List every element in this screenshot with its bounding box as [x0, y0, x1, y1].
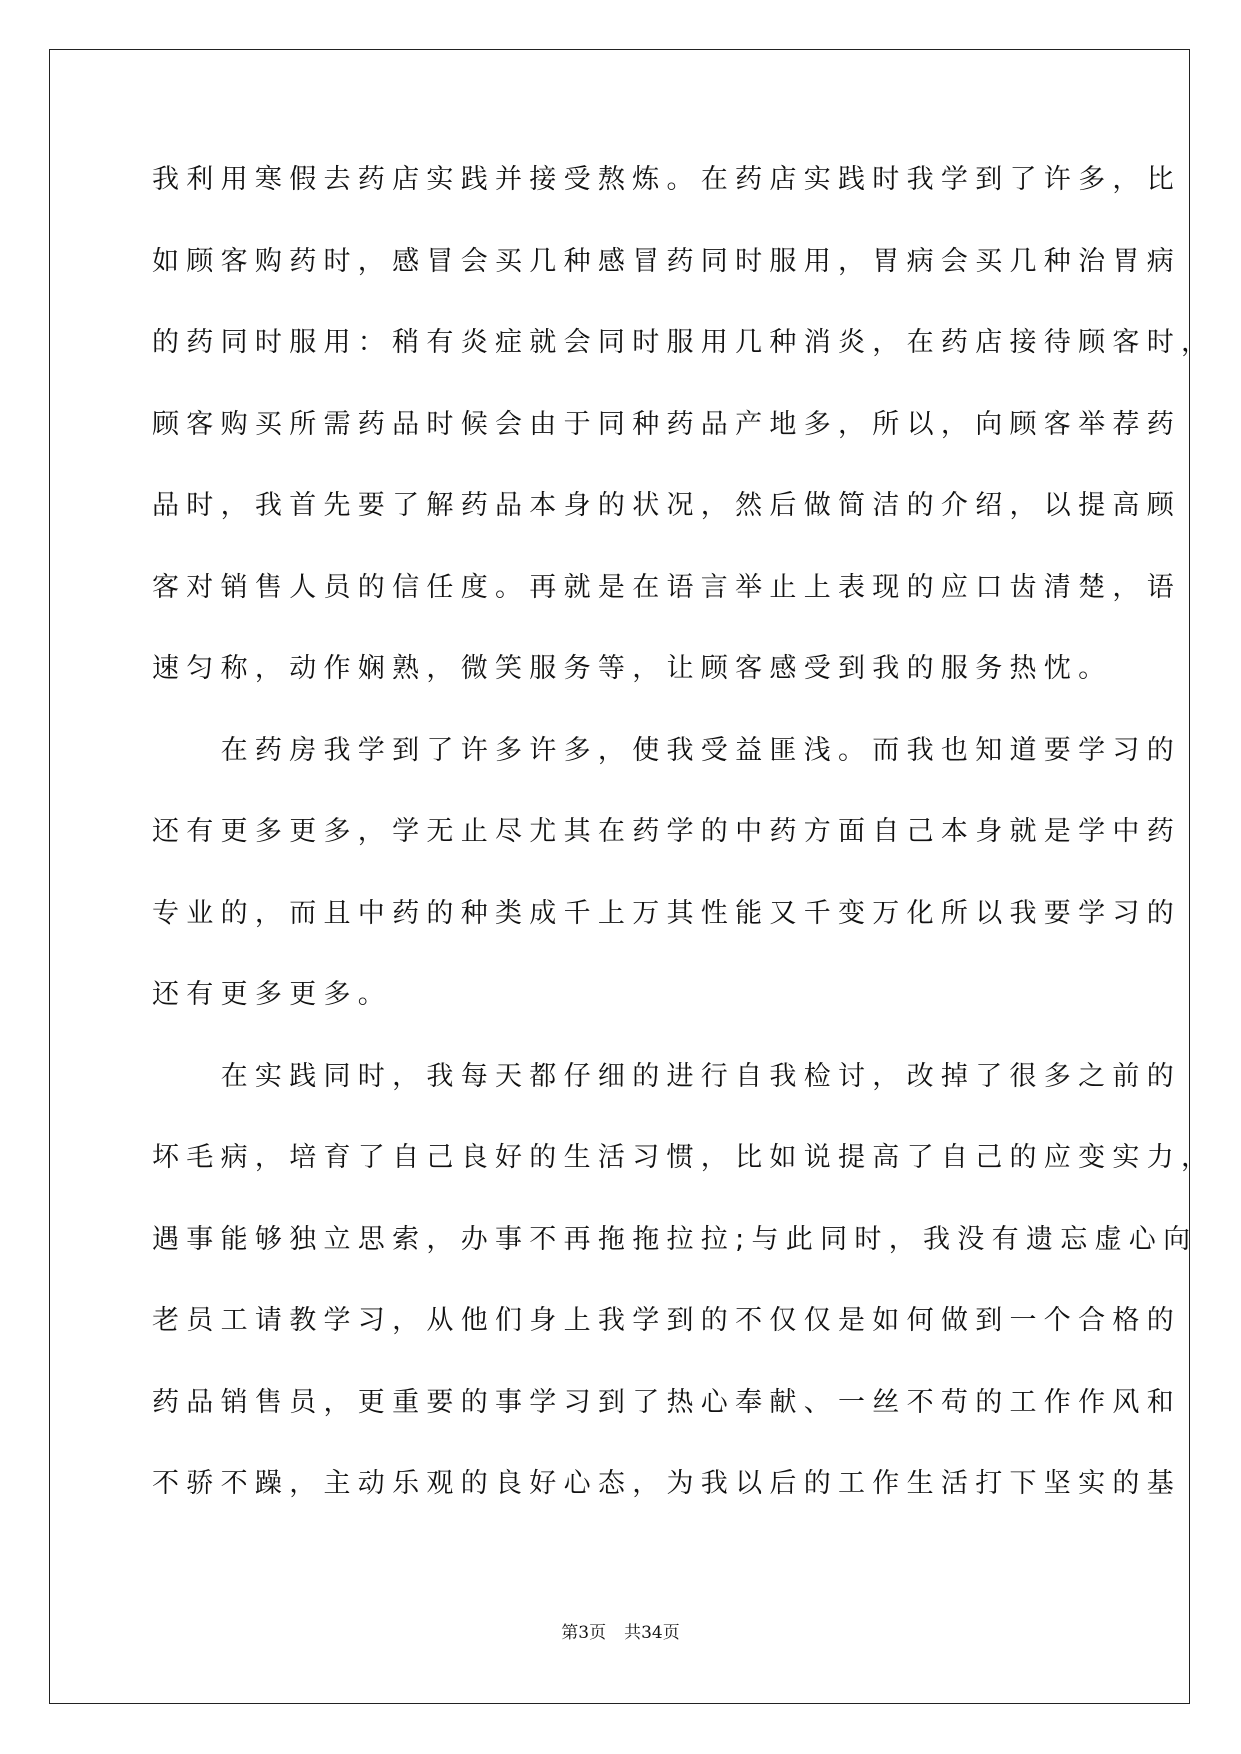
text-line: 专业的，而且中药的种类成千上万其性能又千变万化所以我要学习的 [152, 897, 1181, 929]
page-footer [0, 1618, 1241, 1643]
text-line: 遇事能够独立思索，办事不再拖拖拉拉;与此同时，我没有遗忘虚心向 [152, 1223, 1198, 1255]
text-line: 药品销售员，更重要的事学习到了热心奉献、一丝不苟的工作作风和 [152, 1386, 1181, 1418]
page-total: 共34页 [624, 1623, 680, 1643]
document-body [152, 160, 1216, 1546]
text-line: 我利用寒假去药店实践并接受熬炼。在药店实践时我学到了许多，比 [152, 164, 1181, 195]
text-line: 不骄不躁，主动乐观的良好心态，为我以后的工作生活打下坚实的基 [152, 1468, 1181, 1499]
text-line: 品时，我首先要了解药品本身的状况，然后做简洁的介绍，以提高顾 [152, 490, 1181, 521]
text-line: 还有更多更多，学无止尽尤其在药学的中药方面自己本身就是学中药 [152, 816, 1181, 847]
text-line: 如顾客购药时，感冒会买几种感冒药同时服用，胃病会买几种治胃病 [152, 245, 1181, 277]
text-line: 顾客购买所需药品时候会由于同种药品产地多，所以，向顾客举荐药 [152, 408, 1181, 440]
text-line: 老员工请教学习，从他们身上我学到的不仅仅是如何做到一个合格的 [152, 1305, 1181, 1336]
text-line: 还有更多更多。 [152, 979, 393, 1010]
text-line: 在药房我学到了许多许多，使我受益匪浅。而我也知道要学习的 [152, 734, 1181, 766]
text-line: 的药同时服用：稍有炎症就会同时服用几种消炎，在药店接待顾客时， [152, 327, 1216, 358]
text-line: 客对销售人员的信任度。再就是在语言举止上表现的应口齿清楚，语 [152, 571, 1181, 603]
text-line: 坏毛病，培育了自己良好的生活习惯，比如说提高了自己的应变实力， [152, 1142, 1216, 1173]
text-line: 速匀称，动作娴熟，微笑服务等，让顾客感受到我的服务热忱。 [152, 653, 1113, 684]
text-line: 在实践同时，我每天都仔细的进行自我检讨，改掉了很多之前的 [152, 1060, 1181, 1092]
page-number: 第3页 [561, 1623, 607, 1643]
